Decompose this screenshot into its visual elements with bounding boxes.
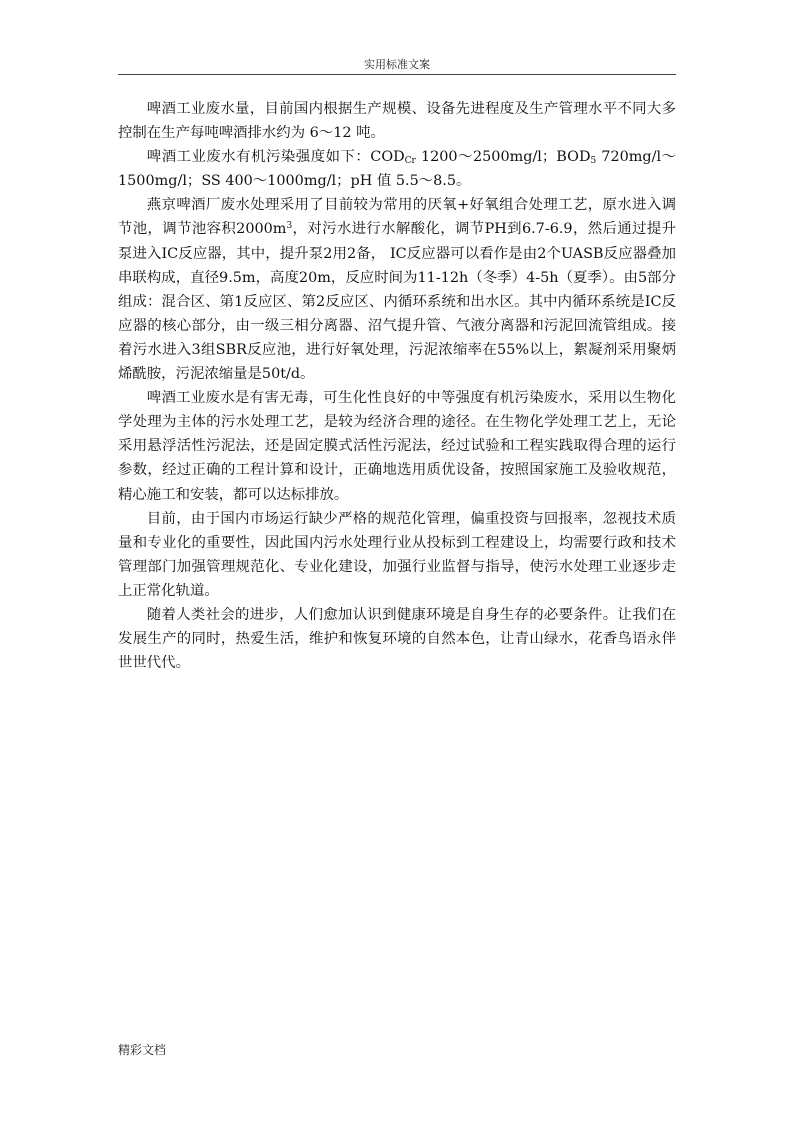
- paragraph-yanjing-process: [118, 193, 676, 386]
- page-header: 实用标准文案: [364, 58, 430, 71]
- p2-text-mid: 1200～2500mg/l；BOD: [415, 149, 591, 166]
- cubic-superscript: 3: [286, 221, 293, 232]
- paragraph-pollution-strength: [118, 145, 676, 193]
- bod-subscript: 5: [590, 156, 597, 167]
- page-footer: 精彩文档: [118, 1043, 167, 1057]
- paragraph-wastewater-volume: 啤酒工业废水量，目前国内根据生产规模、设备先进程度及生产管理水平不同大多控制在生产每吨啤酒排水约为 6～12 吨。: [118, 101, 676, 142]
- header-divider: [118, 74, 676, 75]
- p2-text-pre: 啤酒工业废水有机污染强度如下：COD: [146, 149, 405, 166]
- cod-subscript: Cr: [404, 156, 416, 167]
- paragraph-market-management: 目前，由于国内市场运行缺少严格的规范化管理，偏重投资与回报率，忽视技术质量和专业化的重要性，因此国内污水处理行业从投标到工程建设上，均需要行政和技术管理部门加强管理规范化、专业化建设，加强行业监督与指导，使污水处理工业逐步走上正常化轨道。: [118, 510, 676, 599]
- paragraph-conclusion: 随着人类社会的进步，人们愈加认识到健康环境是自身生存的必要条件。让我们在发展生产的同时，热爱生活，维护和恢复环境的自然本色，让青山绿水，花香鸟语永伴世世代代。: [118, 606, 676, 672]
- p3-text-post: ，对污水进行水解酸化，调节PH到6.7-6.9，然后通过提升泵进入IC反应器，其中，提升泵2用2备， IC反应器可以看作是由2个UASB反应器叠加串联构成，直径9.5m，高度20m，反应时间为11-12h（冬季）4-5h（夏季）。由5部分组成：混合区、第1反应区、第2反应区、内循环系统和出水区。其中内循环系统是IC反应器的核心部分，由一级三相分离器、沼气提升管、气液分离器和污泥回流管组成。接着污水进入3组SBR反应池，进行好氧处理，污泥浓缩率在55%以上，絮凝剂采用聚炳烯酰胺，污泥浓缩量是50t/d。: [118, 221, 676, 383]
- document-body: [118, 97, 676, 675]
- p2-text-post: 720mg/l～1500mg/l；SS 400～1000mg/l；pH 值 5.5～8.5。: [118, 149, 676, 190]
- paragraph-biochemical-treatment: 啤酒工业废水是有害无毒，可生化性良好的中等强度有机污染废水，采用以生物化学处理为主体的污水处理工艺，是较为经济合理的途径。在生物化学处理工艺上，无论采用悬浮活性污泥法，还是固定膜式活性污泥法，经过试验和工程实践取得合理的运行参数，经过正确的工程计算和设计，正确地选用质优设备，按照国家施工及验收规范，精心施工和安装，都可以达标排放。: [118, 390, 676, 503]
- p3-text-pre: 燕京啤酒厂废水处理采用了目前较为常用的厌氧+好氧组合处理工艺，原水进入调节池，调节池容积2000m: [118, 197, 676, 238]
